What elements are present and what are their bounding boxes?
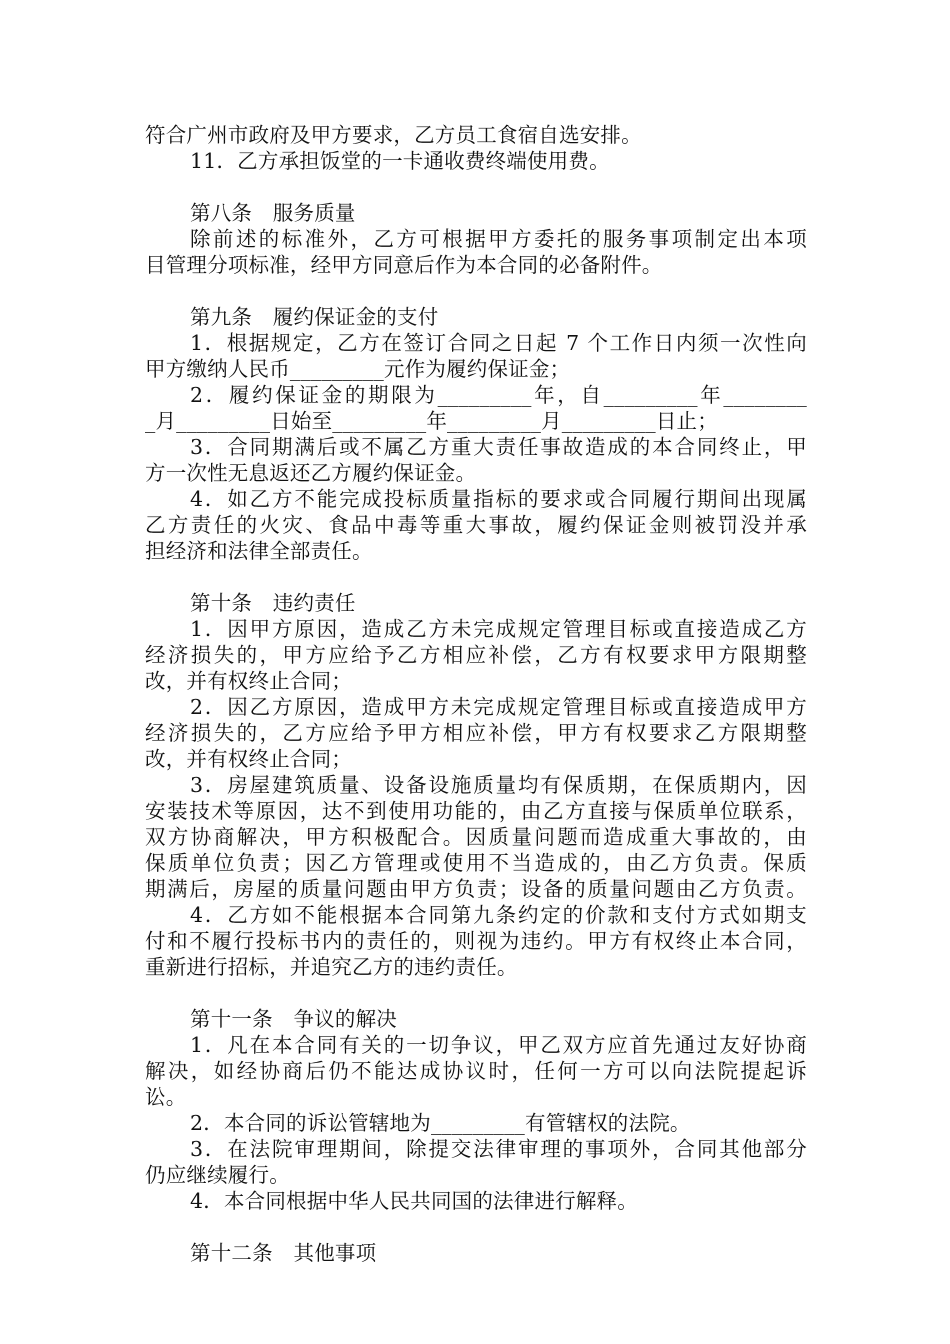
text-line: 除前述的标准外，乙方可根据甲方委托的服务事项制定出本项: [190, 227, 807, 251]
text-line: 第十条 违约责任: [190, 591, 356, 615]
text-line: 4．乙方如不能根据本合同第九条约定的价款和支付方式如期支: [190, 903, 807, 927]
text-line: 担经济和法律全部责任。: [145, 539, 373, 563]
paragraph-gap: [145, 980, 807, 1006]
text-line: 重新进行招标，并追究乙方的违约责任。: [145, 955, 518, 979]
text-line: 4．如乙方不能完成投标质量指标的要求或合同履行期间出现属: [190, 487, 807, 511]
paragraph-gap: [145, 174, 807, 200]
text-line: _月_________日始至_________年_________月_________日止；: [145, 409, 718, 433]
text-line: 2．因乙方原因，造成甲方未完成规定管理目标或直接造成甲方: [190, 695, 807, 719]
text-line: 乙方责任的火灾、食品中毒等重大事故，履约保证金则被罚没并承: [145, 513, 807, 537]
paragraph-gap: [145, 278, 807, 304]
text-line: 保质单位负责；因乙方管理或使用不当造成的，由乙方负责。保质: [145, 851, 807, 875]
text-line: 1．因甲方原因，造成乙方未完成规定管理目标或直接造成乙方: [190, 617, 807, 641]
text-line: 解决，如经协商后仍不能达成协议时，任何一方可以向法院提起诉: [145, 1059, 807, 1083]
paragraph-gap: [145, 564, 807, 590]
text-line: 2．本合同的诉讼管辖地为_________有管辖权的法院。: [190, 1111, 691, 1135]
text-line: 甲方缴纳人民币_________元作为履约保证金；: [145, 357, 571, 381]
text-line: 1．根据规定，乙方在签订合同之日起 7 个工作日内须一次性向: [190, 331, 807, 355]
text-line: 3．房屋建筑质量、设备设施质量均有保质期，在保质期内，因: [190, 773, 807, 797]
text-line: 经济损失的，乙方应给予甲方相应补偿，甲方有权要求乙方限期整: [145, 721, 807, 745]
text-line: 11．乙方承担饭堂的一卡通收费终端使用费。: [190, 149, 610, 173]
text-line: 改，并有权终止合同；: [145, 747, 352, 771]
text-line: 讼。: [145, 1085, 187, 1109]
text-line: 期满后，房屋的质量问题由甲方负责；设备的质量问题由乙方负责。: [145, 877, 807, 901]
text-line: 第十一条 争议的解决: [190, 1007, 397, 1031]
text-line: 付和不履行投标书内的责任的，则视为违约。甲方有权终止本合同，: [145, 929, 807, 953]
text-line: 双方协商解决，甲方积极配合。因质量问题而造成重大事故的，由: [145, 825, 807, 849]
text-line: 3．合同期满后或不属乙方重大责任事故造成的本合同终止，甲: [190, 435, 807, 459]
text-line: 2．履约保证金的期限为_________年，自_________年________: [190, 383, 807, 407]
text-line: 经济损失的，甲方应给予乙方相应补偿，乙方有权要求甲方限期整: [145, 643, 807, 667]
text-line: 第九条 履约保证金的支付: [190, 305, 439, 329]
text-line: 3．在法院审理期间，除提交法律审理的事项外，合同其他部分: [190, 1137, 807, 1161]
text-line: 第八条 服务质量: [190, 201, 356, 225]
text-line: 方一次性无息返还乙方履约保证金。: [145, 461, 477, 485]
text-line: 符合广州市政府及甲方要求，乙方员工食宿自选安排。: [145, 123, 642, 147]
text-line: 1．凡在本合同有关的一切争议，甲乙双方应首先通过友好协商: [190, 1033, 807, 1057]
paragraph-gap: [145, 1214, 807, 1240]
text-line: 目管理分项标准，经甲方同意后作为本合同的必备附件。: [145, 253, 663, 277]
text-line: 仍应继续履行。: [145, 1163, 290, 1187]
contract-text-body: [145, 122, 807, 1266]
text-line: 改，并有权终止合同；: [145, 669, 352, 693]
text-line: 安装技术等原因，达不到使用功能的，由乙方直接与保质单位联系，: [145, 799, 807, 823]
text-line: 第十二条 其他事项: [190, 1241, 377, 1265]
text-line: 4．本合同根据中华人民共同国的法律进行解释。: [190, 1189, 638, 1213]
